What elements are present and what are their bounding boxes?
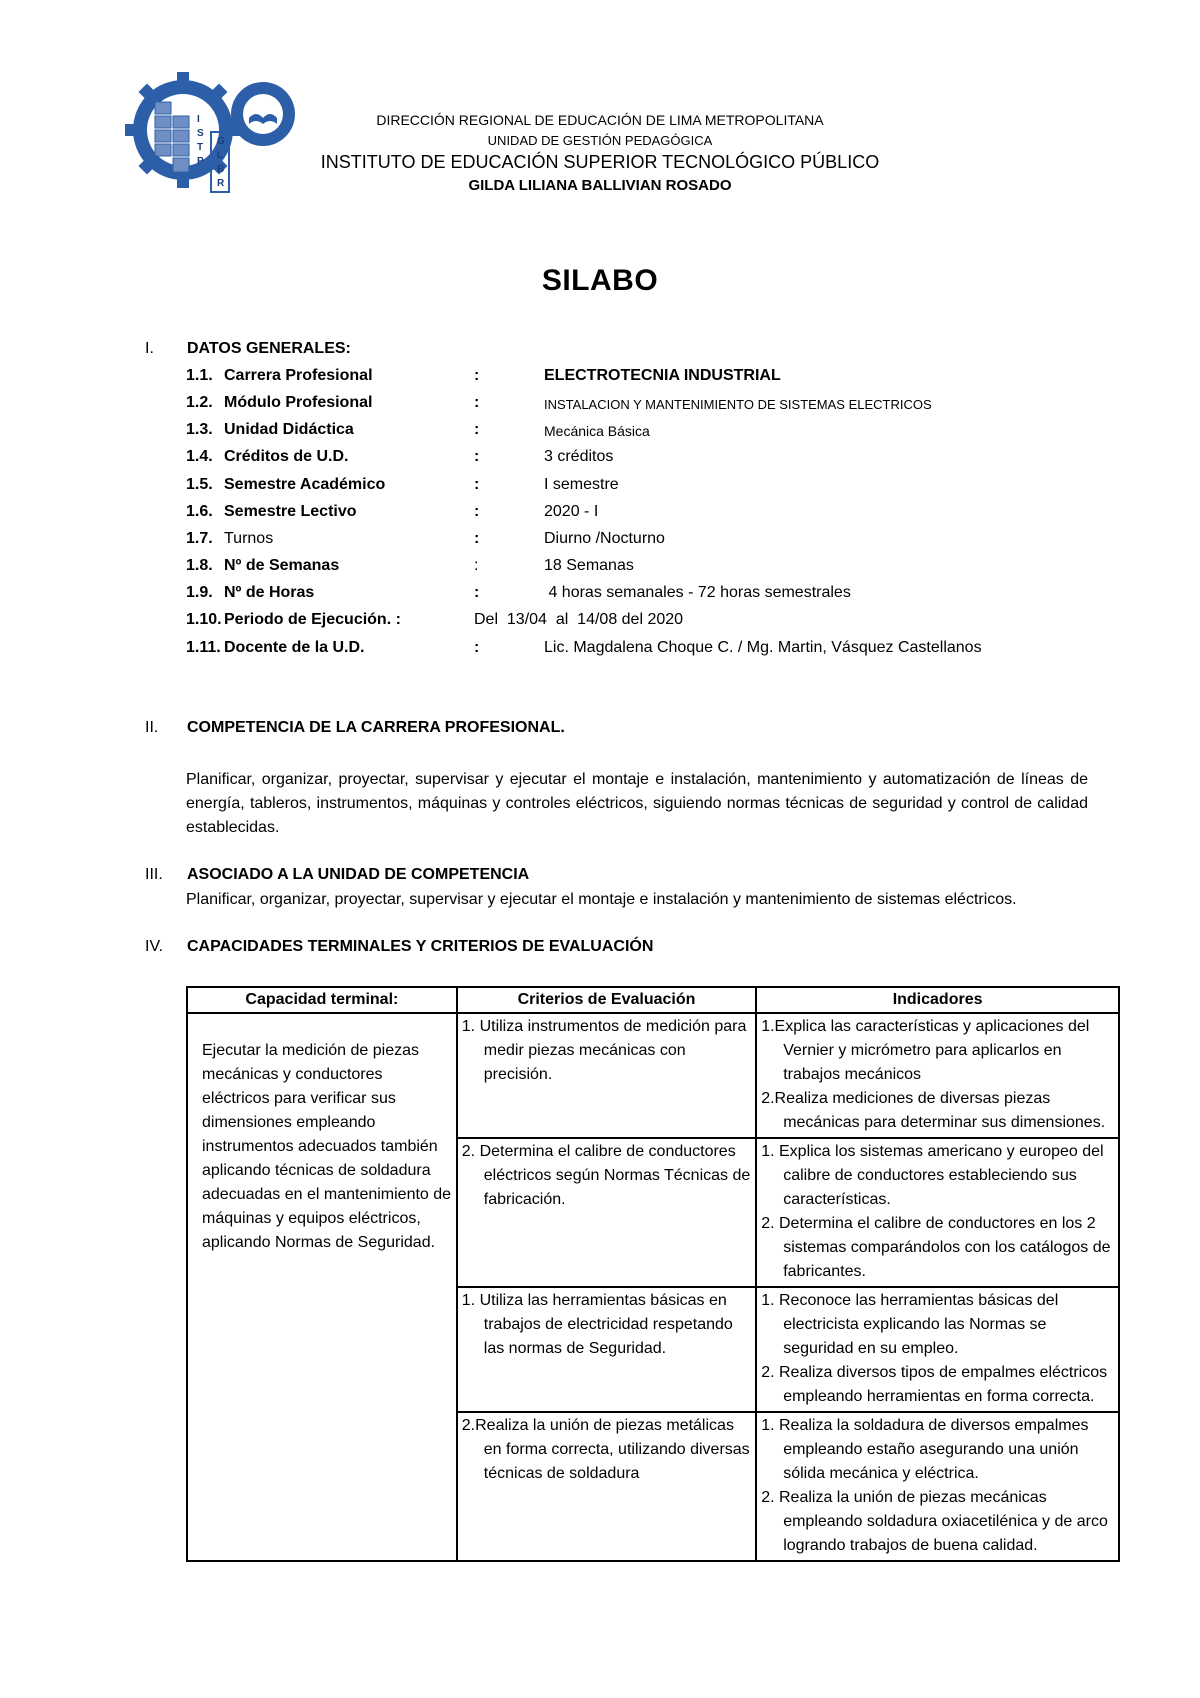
datos-number: 1.7. — [186, 530, 213, 547]
datos-value: 3 créditos — [544, 448, 614, 465]
datos-colon: : — [474, 476, 480, 493]
table-row — [187, 1013, 1119, 1138]
datos-key: Módulo Profesional — [224, 394, 373, 411]
datos-colon: : — [474, 503, 480, 520]
datos-row — [186, 530, 1086, 552]
competencia-text: Planificar, organizar, proyectar, supervisar y ejecutar el montaje e instalación, mantenimiento y automatización de líneas de energía, tableros, instrumentos, máquinas y controles eléctricos, siguiendo normas técnicas de seguridad y control de calidad establecidas. — [186, 771, 1088, 836]
datos-row — [186, 367, 1086, 389]
section-label: CAPACIDADES TERMINALES Y CRITERIOS DE EVALUACIÓN — [187, 938, 654, 955]
datos-number: 1.5. — [186, 476, 213, 493]
indicador-item: 2. Realiza diversos tipos de empalmes eléctricos empleando herramientas en forma correcta. — [761, 1364, 1108, 1405]
logo-letter: L — [217, 150, 224, 161]
column-header: Capacidad terminal: — [187, 987, 457, 1013]
datos-row — [186, 476, 1086, 498]
datos-number: 1.6. — [186, 503, 213, 520]
datos-value: Mecánica Básica — [544, 423, 650, 439]
datos-key: Unidad Didáctica — [224, 421, 354, 438]
section-label: DATOS GENERALES: — [187, 340, 351, 357]
table-header-row — [187, 987, 1119, 1013]
logo-letter: G — [217, 136, 225, 147]
indicador-item: 1. Explica los sistemas americano y europeo del calibre de conductores estableciendo sus características. — [761, 1143, 1104, 1208]
datos-row — [186, 503, 1086, 525]
header-line-1: DIRECCIÓN REGIONAL DE EDUCACIÓN DE LIMA METROPOLITANA — [376, 112, 824, 128]
column-header: Criterios de Evaluación — [457, 987, 756, 1013]
logo-letter: I — [197, 114, 200, 125]
datos-key: Periodo de Ejecución. : — [224, 611, 401, 628]
datos-value: Del 13/04 al 14/08 del 2020 — [474, 611, 684, 628]
section-label: COMPETENCIA DE LA CARRERA PROFESIONAL. — [187, 719, 565, 736]
datos-colon: : — [474, 448, 480, 465]
datos-value: INSTALACION Y MANTENIMIENTO DE SISTEMAS ELECTRICOS — [544, 397, 932, 412]
logo-letter: T — [197, 142, 204, 153]
datos-number: 1.2. — [186, 394, 213, 411]
indicador-item: 1. Reconoce las herramientas básicas del electricista explicando las Normas se seguridad en su empleo. — [761, 1292, 1059, 1357]
section-number: I. — [145, 340, 154, 357]
asociado-text: Planificar, organizar, proyectar, supervisar y ejecutar el montaje e instalación y mantenimiento de sistemas eléctricos. — [186, 891, 1017, 908]
datos-value: I semestre — [544, 476, 619, 493]
criterio-text: 1. Utiliza las herramientas básicas en trabajos de electricidad respetando las normas de Seguridad. — [461, 1292, 733, 1357]
header-line-4: GILDA LILIANA BALLIVIAN ROSADO — [468, 177, 732, 194]
datos-value: 18 Semanas — [544, 557, 634, 574]
logo-letter: P — [197, 156, 204, 167]
section-number: II. — [145, 719, 159, 736]
datos-key: Turnos — [224, 530, 274, 547]
datos-number: 1.8. — [186, 557, 213, 574]
header-line-3: INSTITUTO DE EDUCACIÓN SUPERIOR TECNOLÓGICO PÚBLICO — [320, 152, 880, 172]
indicador-item: 2. Realiza la unión de piezas mecánicas empleando soldadura oxiacetilénica y de arco logrando trabajos de buena calidad. — [761, 1489, 1108, 1554]
datos-value: 2020 - I — [544, 503, 599, 520]
logo-letter: R — [217, 178, 225, 189]
document-title: SILABO — [541, 264, 659, 297]
section-number: III. — [145, 866, 163, 883]
datos-colon: : — [474, 530, 480, 547]
indicadores-cell — [756, 1138, 1119, 1287]
datos-row — [186, 584, 1086, 606]
datos-value: ELECTROTECNIA INDUSTRIAL — [544, 367, 781, 384]
indicadores-cell — [756, 1287, 1119, 1412]
capacidad-text: Ejecutar la medición de piezas mecánicas y conductores eléctricos para verificar sus dimensiones empleando instrumentos adecuados también aplicando técnicas de soldadura adecuadas en el mantenimiento de máquinas y equipos eléctricos, aplicando Normas de Seguridad. — [202, 1042, 452, 1251]
indicador-item: 1. Realiza la soldadura de diversos empalmes empleando estaño asegurando una unión sólida mecánica y eléctrica. — [761, 1417, 1089, 1482]
datos-key: Docente de la U.D. — [224, 639, 365, 656]
criterio-cell — [457, 1138, 756, 1287]
datos-number: 1.3. — [186, 421, 213, 438]
datos-key: Nº de Semanas — [224, 557, 340, 574]
datos-colon: : — [474, 394, 480, 411]
datos-number: 1.10. — [186, 611, 222, 628]
datos-row — [186, 557, 1086, 579]
datos-key: Semestre Lectivo — [224, 503, 357, 520]
logo-letter: S — [197, 128, 204, 139]
logo-letter: B — [217, 164, 225, 175]
indicadores-cell — [756, 1412, 1119, 1561]
datos-number: 1.1. — [186, 367, 213, 384]
datos-key: Carrera Profesional — [224, 367, 373, 384]
datos-row — [186, 611, 1086, 633]
datos-row — [186, 421, 1086, 443]
indicadores-cell — [756, 1013, 1119, 1138]
datos-colon: : — [474, 557, 479, 574]
datos-number: 1.4. — [186, 448, 213, 465]
datos-colon: : — [474, 367, 480, 384]
indicador-item: 2.Realiza mediciones de diversas piezas mecánicas para determinar sus dimensiones. — [761, 1090, 1106, 1131]
criterio-cell — [457, 1412, 756, 1561]
header-line-2: UNIDAD DE GESTIÓN PEDAGÓGICA — [487, 133, 713, 148]
criterio-text: 1. Utiliza instrumentos de medición para medir piezas mecánicas con precisión. — [461, 1018, 747, 1083]
indicador-item: 1.Explica las características y aplicaciones del Vernier y micrómetro para aplicarlos en trabajos mecánicos — [761, 1018, 1090, 1083]
datos-value: 4 horas semanales - 72 horas semestrales — [544, 584, 851, 601]
datos-row — [186, 639, 1086, 661]
datos-value: Lic. Magdalena Choque C. / Mg. Martin, Vásquez Castellanos — [544, 639, 982, 656]
datos-value: Diurno /Nocturno — [544, 530, 665, 547]
datos-row — [186, 394, 1086, 416]
datos-number: 1.11. — [186, 639, 221, 656]
criterio-text: 2. Determina el calibre de conductores eléctricos según Normas Técnicas de fabricación. — [461, 1143, 751, 1208]
datos-key: Créditos de U.D. — [224, 448, 349, 465]
datos-key: Semestre Académico — [224, 476, 386, 493]
datos-row — [186, 448, 1086, 470]
column-header: Indicadores — [756, 987, 1119, 1013]
section-label: ASOCIADO A LA UNIDAD DE COMPETENCIA — [187, 866, 530, 883]
criterio-cell — [457, 1013, 756, 1138]
section-number: IV. — [145, 938, 164, 955]
indicador-item: 2. Determina el calibre de conductores en los 2 sistemas comparándolos con los catálogos de fabricantes. — [761, 1215, 1111, 1280]
datos-colon: : — [474, 421, 480, 438]
capacidad-cell — [187, 1013, 457, 1561]
datos-colon: : — [474, 639, 480, 656]
criterio-text: 2.Realiza la unión de piezas metálicas en forma correcta, utilizando diversas técnicas de soldadura — [461, 1417, 750, 1482]
capacidades-table — [186, 986, 1120, 1562]
criterio-cell — [457, 1287, 756, 1412]
datos-key: Nº de Horas — [224, 584, 315, 601]
datos-colon: : — [474, 584, 480, 601]
datos-number: 1.9. — [186, 584, 213, 601]
